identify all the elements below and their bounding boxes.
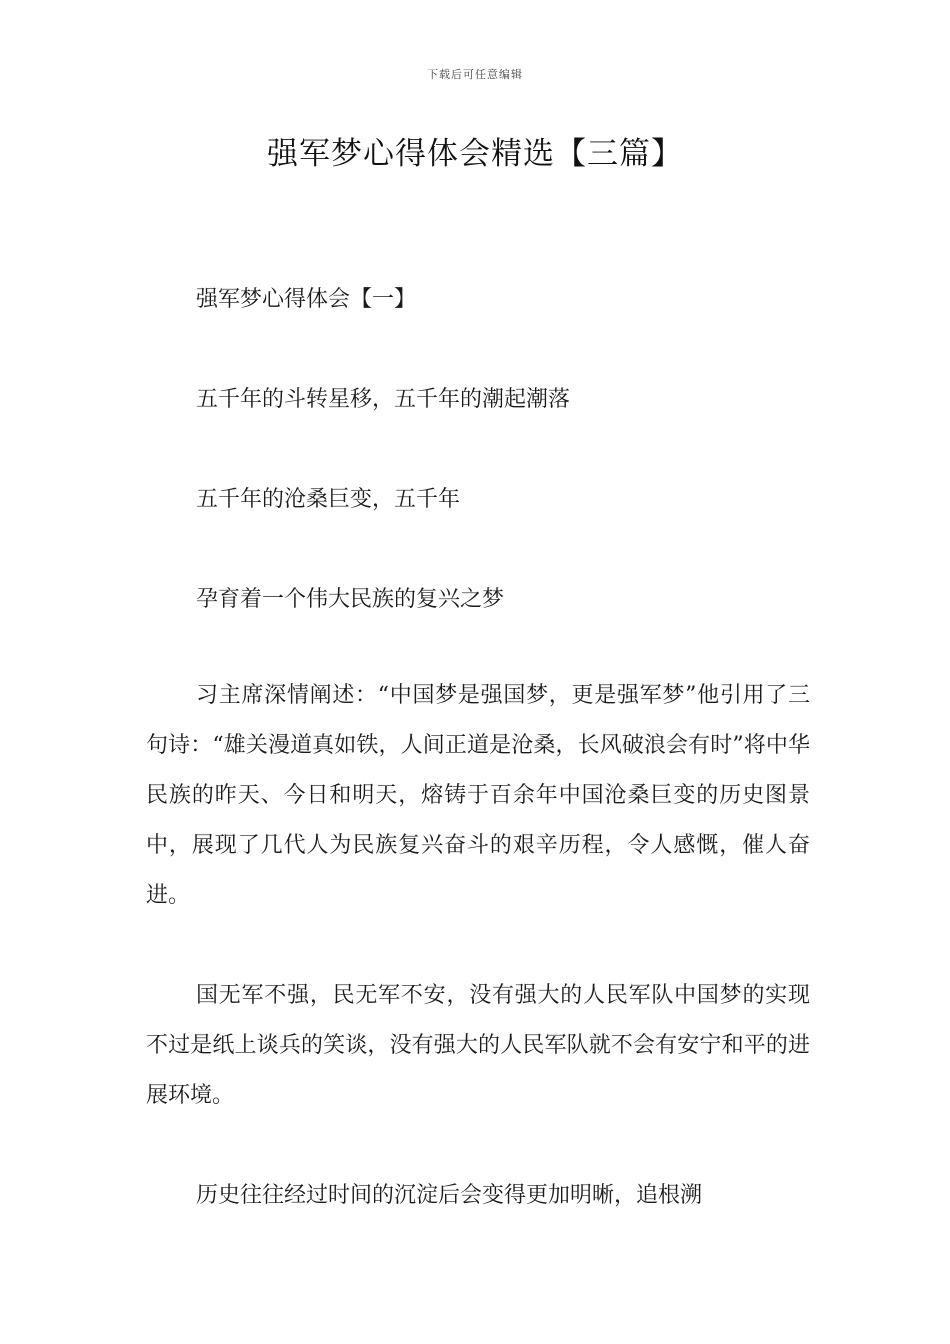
- document-title: 强军梦心得体会精选【三篇】: [267, 136, 683, 172]
- header-note: 下载后可任意编辑: [427, 68, 523, 81]
- section-heading: 强军梦心得体会【一】: [196, 287, 417, 312]
- body-paragraph-3: 历史往往经过时间的沉淀后会变得更加明晰，追根溯: [196, 1183, 703, 1208]
- verse-line-2: 五千年的沧桑巨变，五千年: [196, 487, 461, 512]
- body-paragraph-2: 国无军不强，民无军不安，没有强大的人民军队中国梦的实现不过是纸上谈兵的笑谈，没有强大的人民军队就不会有安宁和平的进展环境。: [146, 983, 810, 1108]
- verse-line-3: 孕育着一个伟大民族的复兴之梦: [196, 587, 505, 612]
- verse-line-1: 五千年的斗转星移，五千年的潮起潮落: [196, 387, 571, 412]
- body-paragraph-1: 习主席深情阐述：“中国梦是强国梦，更是强军梦”他引用了三句诗：“雄关漫道真如铁，人间正道是沧桑，长风破浪会有时”将中华民族的昨天、今日和明天，熔铸于百余年中国沧桑巨变的历史图景中，展现了几代人为民族复兴奋斗的艰辛历程，令人感慨，催人奋进。: [146, 683, 810, 908]
